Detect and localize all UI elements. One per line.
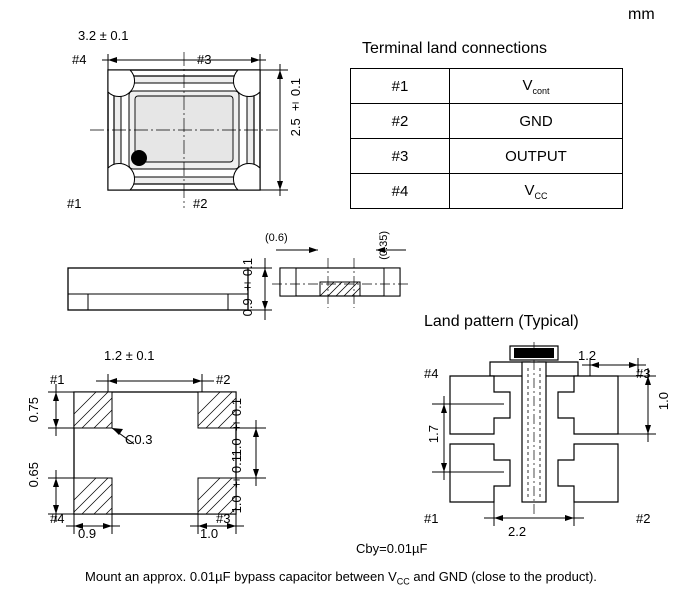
top-view-width-dim: 3.2 ± 0.1 (78, 28, 129, 43)
table-cell-function (450, 174, 623, 209)
fn-main: V (522, 76, 533, 94)
bottom-view-right-dim-2: 1.0 ± 0.1 (229, 455, 244, 514)
top-view-pin-3: #3 (197, 52, 212, 67)
footer-note-sub: CC (396, 577, 410, 587)
fn-sub: CC (534, 190, 548, 201)
land-pattern-title: Land pattern (Typical) (424, 313, 579, 330)
bottom-view-pin-1: #1 (50, 372, 65, 387)
fn-sub: cont (532, 85, 550, 96)
table-cell-pin: #4 (351, 174, 450, 209)
top-view-height-dim: 2.5 ± 0.1 (288, 78, 303, 137)
land-pattern-dim-bottom: 2.2 (508, 524, 527, 539)
land-pattern-pin-4: #4 (424, 366, 439, 381)
land-pattern-pin-1: #1 (424, 511, 439, 526)
terminal-table (350, 68, 623, 209)
bottom-view-right-dim-1: 1.0 ± 0.1 (229, 398, 244, 457)
table-row (351, 174, 623, 209)
footer-note-end: and GND (close to the product). (409, 569, 597, 585)
bottom-view-bottom-dim-2: 1.0 (200, 526, 219, 541)
land-pattern-dim-left: 1.7 (426, 425, 441, 444)
side-view-height-dim: 0.9 ± 0.1 (240, 258, 255, 317)
table-cell-function (450, 69, 623, 104)
table-row (351, 104, 623, 139)
top-view-pin-4: #4 (72, 52, 87, 67)
terminal-table-wrap (350, 68, 623, 209)
chamfer-label: C0.3 (125, 432, 153, 447)
terminal-table-title: Terminal land connections (362, 40, 547, 57)
bottom-view-top-dim: 1.2 ± 0.1 (104, 348, 155, 363)
land-pattern-dim-right: 1.0 (656, 392, 671, 411)
bottom-view-diagram (34, 348, 294, 538)
land-pattern-dim-top: 1.2 (578, 348, 597, 363)
section-dim-b: (0.35) (378, 231, 390, 260)
table-cell-pin: #1 (351, 69, 450, 104)
section-dim-a: (0.6) (265, 232, 288, 244)
top-view-pin-2: #2 (193, 196, 208, 211)
footer-note (0, 569, 682, 587)
bottom-view-pin-2: #2 (216, 372, 231, 387)
table-cell-pin: #3 (351, 139, 450, 174)
table-cell-pin: #2 (351, 104, 450, 139)
bottom-view-left-dim-1: 0.75 (26, 397, 41, 423)
fn-main: V (524, 181, 535, 199)
units-label: mm (628, 6, 655, 23)
bypass-cap-note: Cby=0.01µF (356, 541, 428, 556)
top-view-pin-1: #1 (67, 196, 82, 211)
bottom-view-pin-4: #4 (50, 511, 65, 526)
table-row (351, 139, 623, 174)
table-cell-function: GND (450, 104, 623, 139)
land-pattern-diagram (412, 338, 672, 538)
land-pattern-pin-3: #3 (636, 366, 651, 381)
table-cell-function: OUTPUT (450, 139, 623, 174)
table-row (351, 69, 623, 104)
bottom-view-bottom-dim-1: 0.9 (78, 526, 97, 541)
land-pattern-pin-2: #2 (636, 511, 651, 526)
footer-note-main: Mount an approx. 0.01µF bypass capacitor between V (85, 569, 397, 585)
bottom-view-left-dim-2: 0.65 (26, 462, 41, 488)
bottom-view-pin-3: #3 (216, 511, 231, 526)
